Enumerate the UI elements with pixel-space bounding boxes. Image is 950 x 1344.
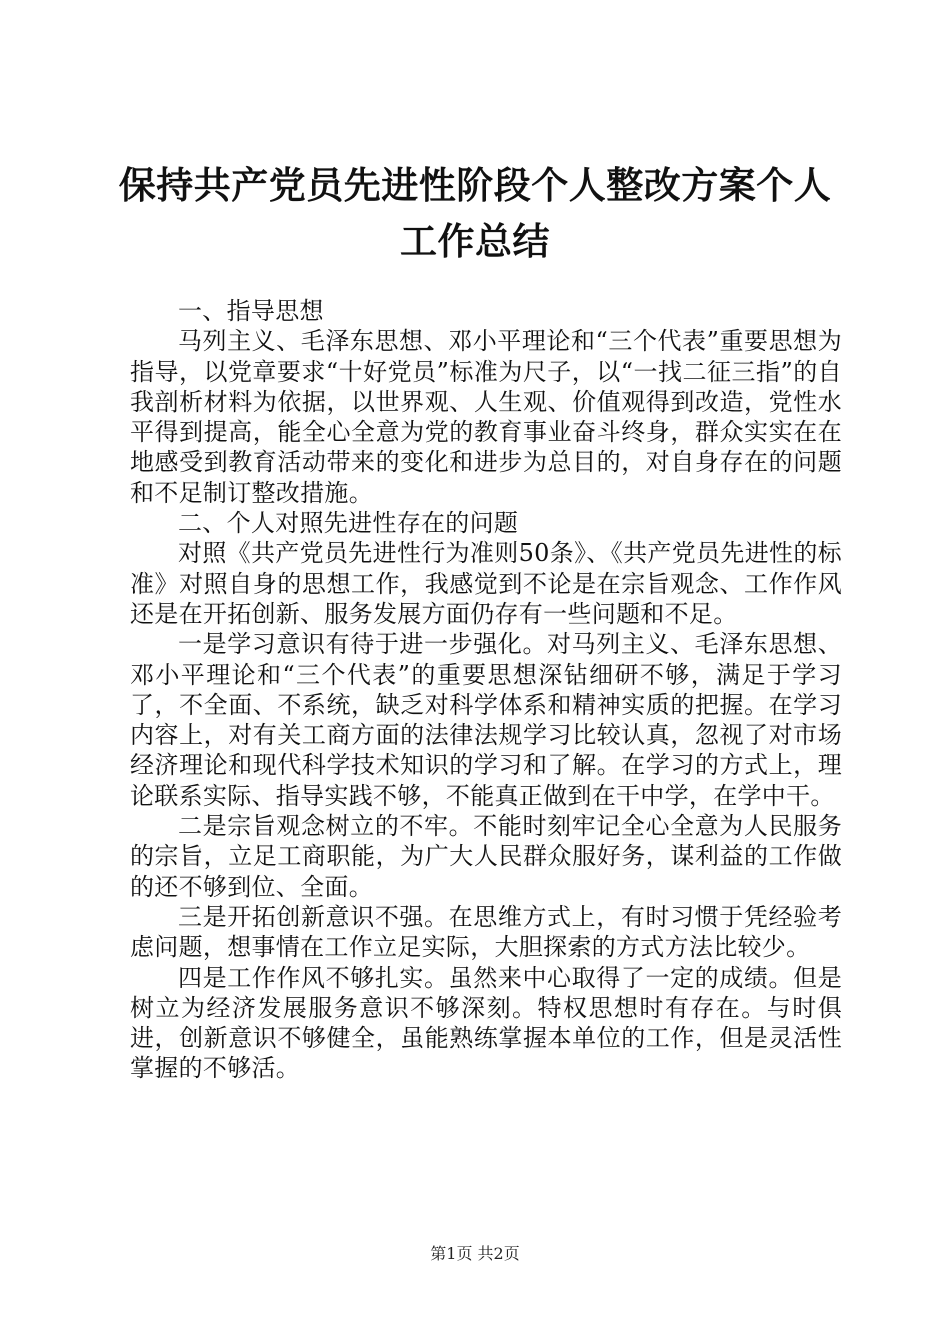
page-footer: 第1页 共2页 xyxy=(430,1244,520,1263)
document-title: 保持共产党员先进性阶段个人整改方案个人工作总结 xyxy=(118,164,832,263)
paragraph-problem-innovation: 三是开拓创新意识不强。在思维方式上，有时习惯于凭经验考虑问题，想事情在工作立足实际，大胆探索的方式方法比较少。 xyxy=(130,902,842,962)
section-heading-guiding-ideology: 一、指导思想 xyxy=(178,297,324,325)
paragraph-problem-work-style: 四是工作作风不够扎实。虽然来中心取得了一定的成绩。但是树立为经济发展服务意识不够深刻。特权思想时有存在。与时俱进，创新意识不够健全，虽能熟练掌握本单位的工作，但是灵活性掌握的不够活。 xyxy=(130,963,842,1083)
paragraph-problems-intro: 对照《共产党员先进性行为准则50条》、《共产党员先进性的标准》对照自身的思想工作，我感觉到不论是在宗旨观念、工作作风还是在开拓创新、服务发展方面仍存有一些问题和不足。 xyxy=(130,539,842,628)
paragraph-problem-purpose: 二是宗旨观念树立的不牢。不能时刻牢记全心全意为人民服务的宗旨，立足工商职能，为广大人民群众服好务，谋利益的工作做的还不够到位、全面。 xyxy=(130,812,842,901)
section-heading-problems: 二、个人对照先进性存在的问题 xyxy=(178,509,519,538)
document-body xyxy=(130,296,842,1084)
paragraph-guiding-ideology: 马列主义、毛泽东思想、邓小平理论和“三个代表”重要思想为指导，以党章要求“十好党员”标准为尺子，以“一找二征三指”的自我剖析材料为依据，以世界观、人生观、价值观得到改造，党性水平得到提高，能全心全意为党的教育事业奋斗终身，群众实实在在地感受到教育活动带来的变化和进步为总目的，对自身存在的问题和不足制订整改措施。 xyxy=(130,327,842,507)
paragraph-problem-study: 一是学习意识有待于进一步强化。对马列主义、毛泽东思想、邓小平理论和“三个代表”的重要思想深钻细研不够，满足于学习了，不全面、不系统，缺乏对科学体系和精神实质的把握。在学习内容上，对有关工商方面的法律法规学习比较认真，忽视了对市场经济理论和现代科学技术知识的学习和了解。在学习的方式上，理论联系实际、指导实践不够，不能真正做到在干中学，在学中干。 xyxy=(130,630,842,810)
